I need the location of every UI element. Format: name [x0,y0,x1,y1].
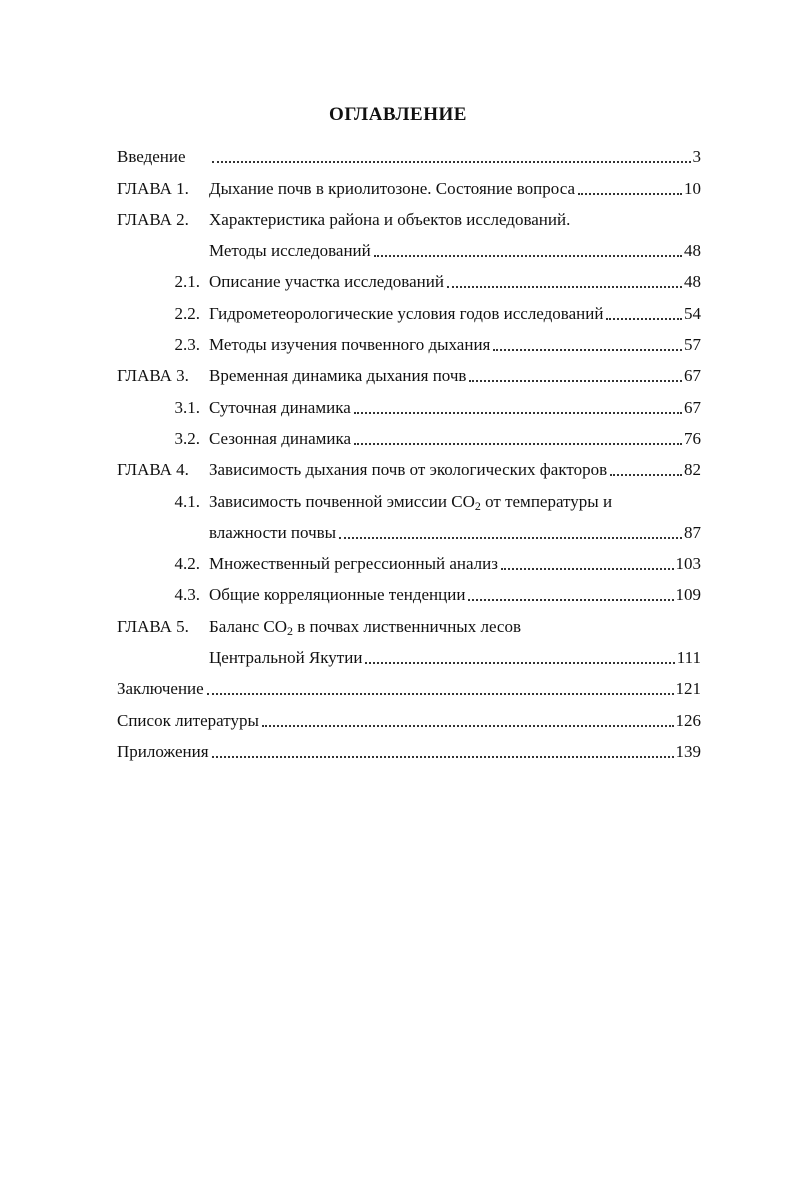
toc-entry-page: 48 [684,272,701,292]
toc-entry-chapter-4[interactable] [117,449,701,480]
toc-entry-page: 111 [676,648,701,668]
toc-entry-page: 54 [684,303,701,323]
dot-leader [212,157,691,163]
toc-entry-section-4-1-cont[interactable] [117,512,701,543]
toc-entry-section-4-2[interactable] [117,543,701,574]
toc-entry-number: ГЛАВА 4. [117,460,189,480]
toc-entry-number: 3.2. [174,428,200,448]
toc-entry-number: ГЛАВА 1. [117,178,189,198]
toc-entry-text: Временная динамика дыхания почв [209,366,467,386]
dot-leader [339,533,682,539]
toc-entry-section-2-1[interactable] [117,261,701,292]
toc-entry-text: Зависимость почвенной эмиссии $CO_2$ от температуры и [209,491,613,513]
toc-entry-number: 3.1. [174,397,200,417]
toc-entry-number: 4.3. [174,585,200,605]
dot-leader [207,689,674,695]
toc-entry-text: влажности почвы [209,522,337,542]
dot-leader [212,752,674,758]
toc-entry-text: Дыхание почв в криолитозоне. Состояние вопроса [209,178,575,198]
dot-leader [501,564,674,570]
dot-leader [262,721,674,727]
table-of-contents [117,136,701,762]
toc-entry-page: 48 [684,241,701,261]
toc-entry-number: ГЛАВА 3. [117,366,189,386]
toc-entry-number: ГЛАВА 5. [117,616,189,636]
toc-entry-introduction[interactable] [117,136,701,167]
toc-entry-text: Приложения [117,741,209,761]
toc-entry-label: Введение [117,147,186,167]
toc-entry-chapter-2[interactable] [117,199,701,230]
toc-entry-number: 2.1. [174,272,200,292]
toc-entry-text: Суточная динамика [209,397,351,417]
toc-entry-number: 4.2. [174,554,200,574]
dot-leader [447,282,682,288]
toc-entry-number: 4.1. [174,491,200,511]
toc-entry-page: 121 [675,679,701,699]
toc-entry-section-3-1[interactable] [117,386,701,417]
toc-entry-chapter-2-cont[interactable] [117,230,701,261]
toc-entry-text: Сезонная динамика [209,428,352,448]
toc-entry-page: 67 [684,366,701,386]
toc-entry-section-2-3[interactable] [117,324,701,355]
toc-entry-text: Баланс $CO_2$ в почвах лиственничных лесов [209,616,521,638]
toc-entry-section-3-2[interactable] [117,418,701,449]
toc-entry-page: 139 [675,741,701,761]
dot-leader [374,251,682,257]
toc-entry-conclusion[interactable] [117,668,701,699]
dot-leader [468,595,673,601]
toc-entry-text: Множественный регрессионный анализ [209,554,498,574]
dot-leader [493,345,682,351]
toc-entry-page: 67 [684,397,701,417]
toc-entry-text: Заключение [117,679,204,699]
toc-entry-page: 87 [684,522,701,542]
toc-entry-text: Центральной Якутии [209,648,363,668]
toc-entry-text: Гидрометеорологические условия годов исследований [209,303,604,323]
toc-entry-text: Характеристика района и объектов исследований. [209,209,571,229]
toc-entry-section-4-1[interactable] [117,480,701,511]
toc-entry-number: 2.2. [174,303,200,323]
dot-leader [354,439,682,445]
toc-entry-page: 10 [684,178,701,198]
toc-entry-page: 82 [684,460,701,480]
toc-entry-number: ГЛАВА 2. [117,209,189,229]
dot-leader [469,376,682,382]
dot-leader [578,189,682,195]
toc-entry-page: 126 [675,710,701,730]
toc-entry-text: Методы исследований [209,241,371,261]
toc-entry-page: 3 [692,147,701,167]
toc-entry-page: 103 [675,554,701,574]
dot-leader [354,408,682,414]
toc-entry-page: 57 [684,335,701,355]
toc-entry-text: Описание участка исследований [209,272,444,292]
toc-entry-text: Методы изучения почвенного дыхания [209,335,491,355]
toc-entry-page: 76 [684,428,701,448]
toc-entry-references[interactable] [117,699,701,730]
toc-entry-page: 109 [675,585,701,605]
toc-entry-chapter-3[interactable] [117,355,701,386]
toc-entry-text: Список литературы [117,710,259,730]
toc-entry-section-4-3[interactable] [117,574,701,605]
toc-entry-number: 2.3. [174,335,200,355]
toc-entry-chapter-5-cont[interactable] [117,637,701,668]
dot-leader [610,470,682,476]
page-title: ОГЛАВЛЕНИЕ [329,104,467,125]
toc-entry-chapter-1[interactable] [117,167,701,198]
toc-entry-chapter-5[interactable] [117,605,701,636]
toc-entry-text: Зависимость дыхания почв от экологических факторов [209,460,608,480]
toc-entry-section-2-2[interactable] [117,292,701,323]
dot-leader [606,314,682,320]
dot-leader [365,658,674,664]
toc-entry-appendices[interactable] [117,731,701,762]
toc-entry-text: Общие корреляционные тенденции [209,585,466,605]
